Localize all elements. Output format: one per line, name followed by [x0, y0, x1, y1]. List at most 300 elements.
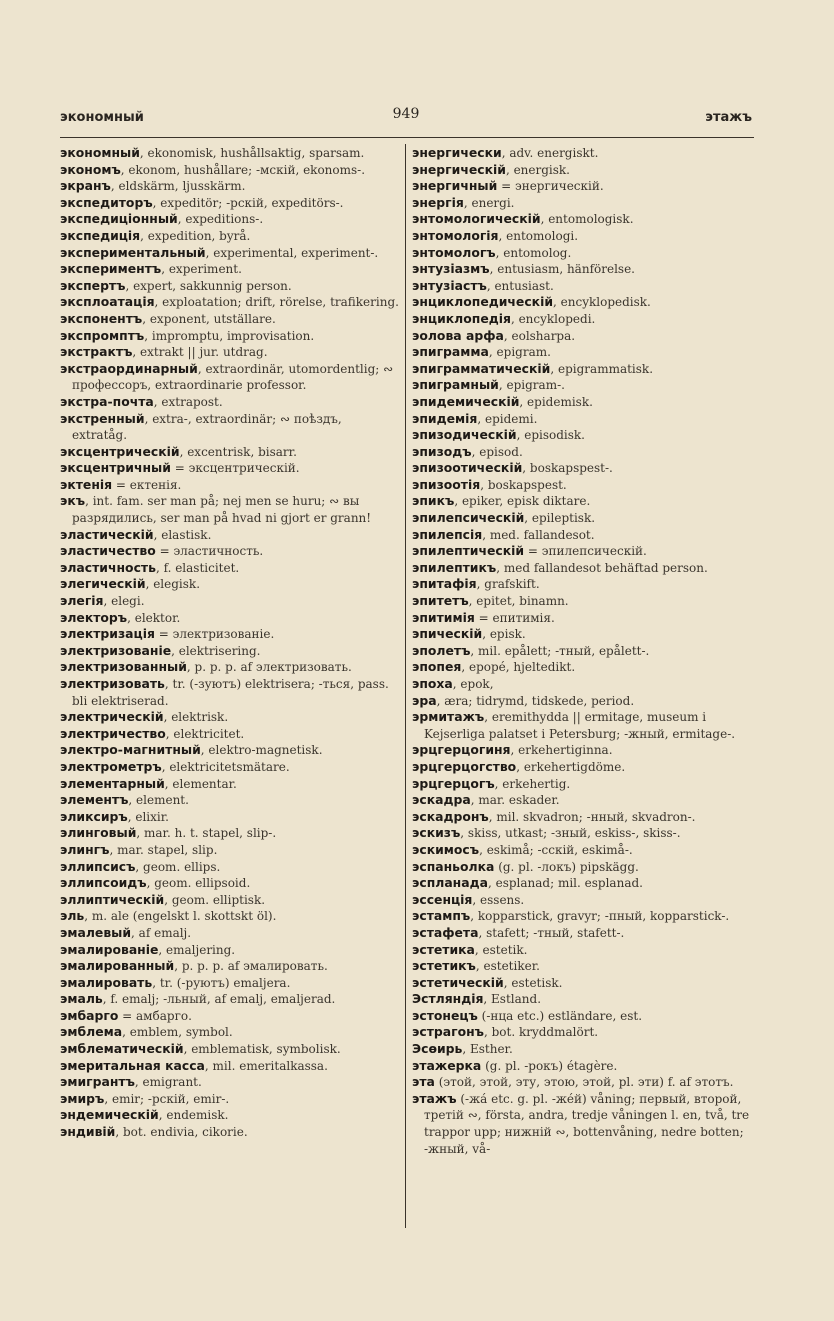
entry-headword: эллипсисъ	[60, 858, 136, 874]
entry-headword: энергія	[412, 194, 464, 210]
dictionary-entry	[60, 394, 400, 411]
entry-definition: , extrapost.	[153, 394, 223, 409]
entry-headword: эрцгерцогство	[412, 758, 517, 774]
entry-headword: электоръ	[60, 609, 128, 625]
entry-headword: энциклопедія	[412, 310, 511, 326]
entry-headword: экспонентъ	[60, 310, 143, 326]
entry-headword: эра	[412, 692, 437, 708]
entry-definition: , p. p. p. af электризовать.	[186, 660, 352, 675]
entry-definition: , element.	[128, 793, 189, 808]
entry-definition: , elektor.	[127, 610, 181, 625]
entry-headword: эпитетъ	[412, 593, 469, 609]
dictionary-entry	[412, 659, 752, 676]
entry-headword: эластичество	[60, 543, 156, 559]
left-column	[60, 145, 400, 1141]
dictionary-entry	[60, 328, 400, 345]
entry-headword: электризовать	[60, 676, 165, 691]
dictionary-entry	[412, 859, 752, 876]
entry-definition: , mil. skvadron; -нный, skvadron-.	[488, 809, 696, 824]
entry-headword: эпоха	[412, 676, 453, 691]
entry-definition: , elektricitet.	[165, 726, 245, 741]
entry-headword: эпизоотическій	[412, 460, 523, 476]
entry-headword: эрцгерцогиня	[412, 742, 511, 758]
dictionary-entry	[60, 361, 400, 394]
dictionary-entry	[60, 593, 400, 610]
entry-definition: , essens.	[472, 892, 525, 907]
entry-definition: , extra-, extraordinär; ∾ поѣздъ, extratåg.	[72, 411, 342, 443]
entry-headword: энергически	[412, 145, 502, 160]
entry-definition: , æra; tidrymd, tidskede, period.	[436, 693, 635, 708]
dictionary-entry	[412, 842, 752, 859]
entry-headword: эпопея	[412, 659, 462, 675]
entry-headword: элинговый	[60, 825, 137, 841]
dictionary-entry	[60, 759, 400, 776]
entry-definition: , boskapspest-.	[522, 461, 613, 476]
entry-definition: , epileptisk.	[524, 511, 596, 526]
entry-headword: эпиграмматическій	[412, 360, 551, 376]
entry-definition: , epopé, hjeltedikt.	[461, 660, 576, 675]
entry-definition: (-нца etc.) estländare, est.	[477, 1008, 643, 1023]
dictionary-entry	[412, 1008, 752, 1025]
entry-definition: , emir; -рскій, emir-.	[104, 1091, 230, 1106]
dictionary-entry	[60, 294, 400, 311]
dictionary-entry	[60, 643, 400, 660]
entry-headword: эолова арфа	[412, 327, 504, 343]
entry-definition: , expeditör; -рскій, expeditörs-.	[152, 195, 344, 210]
dictionary-entry	[412, 211, 752, 228]
entry-headword: элементъ	[60, 792, 129, 808]
dictionary-entry	[412, 776, 752, 793]
entry-headword: экстраординарный	[60, 360, 198, 376]
dictionary-entry	[412, 626, 752, 643]
entry-definition: , elementar.	[164, 776, 237, 791]
entry-definition: = энергическій.	[497, 179, 604, 194]
entry-definition: , adv. energiskt.	[501, 146, 599, 160]
entry-definition: , emaljering.	[158, 942, 236, 957]
entry-headword: энтомологъ	[412, 244, 496, 260]
entry-definition: , epigram.	[488, 345, 551, 360]
entry-definition: , elastisk.	[153, 527, 212, 542]
entry-definition: , emblematisk, symbolisk.	[183, 1042, 341, 1057]
entry-headword: экстрактъ	[60, 344, 133, 360]
dictionary-entry	[60, 278, 400, 295]
entry-definition: = епитимія.	[474, 610, 555, 625]
dictionary-entry	[412, 892, 752, 909]
entry-definition: , boskapspest.	[480, 477, 567, 492]
dictionary-entry	[60, 162, 400, 179]
dictionary-entry	[412, 908, 752, 925]
dictionary-entry	[60, 1041, 400, 1058]
entry-definition: , extraordinär, utomordentlig; ∾ профессоръ, extraordinarie professor.	[72, 361, 394, 393]
entry-headword: экспертъ	[60, 277, 126, 293]
dictionary-entry	[412, 958, 752, 975]
dictionary-entry	[60, 477, 400, 494]
entry-headword: эссенція	[412, 891, 473, 907]
entry-headword: экспедиторъ	[60, 194, 153, 210]
entry-definition: = амбарго.	[118, 1008, 192, 1023]
entry-headword: энтомологія	[412, 227, 499, 243]
entry-definition: , expedition, byrå.	[140, 228, 251, 243]
entry-definition: , erkehertig.	[494, 776, 571, 791]
entry-headword: эксцентрическій	[60, 443, 180, 459]
entry-headword: этажъ	[412, 1090, 457, 1106]
dictionary-entry	[60, 975, 400, 992]
entry-headword: этажерка	[412, 1057, 482, 1073]
entry-definition: , med. fallandesot.	[482, 527, 595, 542]
entry-headword: экстренный	[60, 410, 145, 426]
entry-headword: эпидемія	[412, 410, 478, 426]
dictionary-entry	[412, 444, 752, 461]
entry-headword: эстонецъ	[412, 1007, 478, 1023]
entry-definition: , tr. (-зуютъ) elektrisera; -ться, pass. bli elektriserad.	[72, 677, 389, 708]
entry-definition: , entusiast.	[486, 278, 554, 293]
dictionary-entry	[412, 228, 752, 245]
entry-headword: электризація	[60, 626, 155, 642]
dictionary-entry	[60, 228, 400, 245]
dictionary-entry	[60, 344, 400, 361]
dictionary-entry	[60, 1008, 400, 1025]
dictionary-entry	[412, 942, 752, 959]
entry-definition: , eskimå; -сскій, eskimå-.	[479, 842, 633, 857]
entry-headword: эмаль	[60, 991, 103, 1007]
entry-headword: электрометръ	[60, 758, 162, 774]
dictionary-entry	[60, 610, 400, 627]
entry-headword: Эстляндія	[412, 991, 484, 1007]
dictionary-entry	[60, 709, 400, 726]
dictionary-entry	[412, 676, 752, 693]
entry-definition: , erkehertigdöme.	[516, 759, 626, 774]
entry-definition: , ekonomisk, hushållsaktig, sparsam.	[139, 146, 365, 160]
dictionary-entry	[60, 411, 400, 444]
dictionary-entry	[412, 493, 752, 510]
entry-definition: , eldskärm, ljusskärm.	[110, 179, 246, 194]
entry-definition: , mar. stapel, slip.	[109, 842, 218, 857]
dictionary-entry	[412, 543, 752, 560]
entry-definition: (g. pl. -рокъ) étagère.	[481, 1058, 618, 1073]
entry-headword: эмалированіе	[60, 941, 159, 957]
dictionary-entry	[60, 626, 400, 643]
entry-definition: , entomologi.	[498, 228, 579, 243]
entry-definition: , geom. ellipsoid.	[146, 876, 251, 891]
dictionary-entry	[412, 344, 752, 361]
entry-definition: = эластичность.	[155, 544, 264, 559]
column-divider	[405, 144, 406, 1228]
entry-definition: , med fallandesot behäftad person.	[496, 560, 708, 575]
dictionary-entry	[60, 908, 400, 925]
entry-definition: = ектенія.	[112, 477, 182, 492]
entry-definition: , epitet, binamn.	[468, 594, 569, 609]
entry-definition: , entomologisk.	[540, 212, 634, 227]
entry-definition: = электризованіе.	[154, 627, 275, 642]
entry-definition: , tr. (-руютъ) emaljera.	[152, 975, 291, 990]
dictionary-entry	[412, 328, 752, 345]
dictionary-entry	[412, 510, 752, 527]
entry-headword: эспаньолка	[412, 858, 495, 874]
dictionary-entry	[60, 493, 400, 526]
entry-definition: , epidemi.	[477, 411, 538, 426]
entry-definition: , encyklopedi.	[510, 311, 596, 326]
entry-headword: эстампъ	[412, 908, 471, 924]
entry-definition: , entomolog.	[495, 245, 572, 260]
dictionary-entry	[412, 411, 752, 428]
dictionary-entry	[60, 195, 400, 212]
dictionary-entry	[412, 195, 752, 212]
entry-definition: , skiss, utkast; -зный, eskiss-, skiss-.	[460, 826, 681, 841]
entry-headword: энтузіазмъ	[412, 261, 490, 277]
entry-definition: , excentrisk, bisarr.	[179, 444, 297, 459]
entry-headword: эксцентричный	[60, 460, 171, 476]
dictionary-entry	[412, 792, 752, 809]
dictionary-entry	[412, 925, 752, 942]
dictionary-entry	[60, 444, 400, 461]
entry-headword: эмалированный	[60, 958, 175, 974]
entry-headword: эполетъ	[412, 642, 471, 658]
entry-headword: эстетическій	[412, 974, 504, 990]
entry-headword: эмблематическій	[60, 1041, 184, 1057]
dictionary-entry	[412, 477, 752, 494]
dictionary-entry	[412, 1058, 752, 1075]
entry-headword: энциклопедическій	[412, 294, 554, 310]
dictionary-entry	[60, 178, 400, 195]
dictionary-entry	[60, 842, 400, 859]
right-column	[412, 145, 752, 1157]
dictionary-entry	[412, 527, 752, 544]
dictionary-entry	[412, 576, 752, 593]
dictionary-entry	[60, 991, 400, 1008]
entry-definition: , elektrisk.	[163, 710, 229, 725]
dictionary-entry	[60, 1074, 400, 1091]
entry-headword: эскадронъ	[412, 808, 489, 824]
entry-headword: эктенія	[60, 476, 113, 492]
entry-definition: , int. fam. ser man på; nej men se huru; ∾ вы разрядились, ser man på hvad ni gjort er grann!	[72, 494, 372, 526]
entry-headword: эпизодическій	[412, 427, 517, 443]
entry-headword: эстрагонъ	[412, 1024, 484, 1040]
page-number: 949	[392, 106, 420, 122]
dictionary-entry	[60, 792, 400, 809]
entry-definition: , Esther.	[462, 1042, 513, 1057]
entry-definition: , kopparstick, gravyr; -пный, kopparstick-.	[470, 909, 730, 924]
page-header	[60, 104, 752, 130]
dictionary-entry	[60, 942, 400, 959]
entry-headword: эрмитажъ	[412, 709, 485, 725]
entry-headword: экономъ	[60, 161, 121, 177]
entry-headword: эксплоатація	[60, 294, 155, 310]
entry-definition: , p. p. p. af эмалировать.	[174, 959, 328, 974]
entry-definition: , elegisk.	[145, 577, 201, 592]
dictionary-entry	[412, 394, 752, 411]
entry-definition: , epok,	[452, 677, 494, 691]
entry-headword: эндивій	[60, 1124, 116, 1140]
entry-headword: эмбарго	[60, 1007, 119, 1023]
dictionary-entry	[412, 245, 752, 262]
entry-headword: элегія	[60, 593, 104, 609]
entry-definition: , erkehertiginna.	[510, 743, 613, 758]
entry-definition: , elektricitetsmätare.	[161, 759, 290, 774]
dictionary-entry	[60, 1124, 400, 1141]
entry-headword: экспромптъ	[60, 327, 145, 343]
entry-headword: эпикъ	[412, 493, 455, 509]
entry-definition: , estetik.	[474, 942, 528, 957]
entry-definition: , mar. h. t. stapel, slip-.	[136, 826, 277, 841]
entry-headword: эндемическій	[60, 1107, 159, 1123]
dictionary-entry	[412, 1041, 752, 1058]
dictionary-entry	[412, 427, 752, 444]
entry-definition: , expeditions-.	[177, 212, 264, 227]
dictionary-entry	[412, 311, 752, 328]
entry-definition: , epigram-.	[498, 378, 565, 393]
header-right-guideword: этажъ	[705, 110, 752, 125]
dictionary-entry	[412, 825, 752, 842]
entry-headword: энтомологическій	[412, 211, 541, 227]
entry-headword: экспериментальный	[60, 244, 206, 260]
entry-definition: (этой, этой, эту, этою, этой, pl. эти) f. af этотъ.	[434, 1075, 734, 1090]
dictionary-entry	[412, 643, 752, 660]
entry-headword: энтузіастъ	[412, 277, 487, 293]
dictionary-entry	[412, 145, 752, 162]
dictionary-entry	[60, 742, 400, 759]
entry-definition: , epiker, episk diktare.	[454, 494, 591, 509]
dictionary-entry	[412, 709, 752, 742]
entry-headword: эластичность	[60, 559, 156, 575]
entry-headword: эпилепсія	[412, 526, 483, 542]
dictionary-entry	[412, 377, 752, 394]
entry-definition: , ekonom, hushållare; -мскій, ekonoms-.	[120, 162, 366, 177]
entry-definition: , f. emalj; -льный, af emalj, emaljerad.	[102, 992, 336, 1007]
entry-headword: эпилептическій	[412, 543, 525, 559]
entry-definition: , impromptu, improvisation.	[144, 328, 315, 343]
entry-definition: , bot. endivia, cikorie.	[115, 1125, 248, 1140]
entry-headword: экспедиція	[60, 227, 141, 243]
entry-definition: , expert, sakkunnig person.	[125, 278, 292, 293]
entry-headword: эрцгерцогъ	[412, 775, 495, 791]
entry-definition: , emblem, symbol.	[122, 1025, 233, 1040]
entry-definition: , experimental, experiment-.	[205, 245, 379, 260]
entry-headword: эль	[60, 908, 85, 924]
entry-headword: эллиптическій	[60, 891, 165, 907]
dictionary-entry	[412, 178, 752, 195]
entry-definition: , elixir.	[127, 809, 169, 824]
dictionary-entry	[412, 1091, 752, 1157]
entry-headword: эспланада	[412, 875, 488, 891]
dictionary-entry	[60, 311, 400, 328]
entry-headword: эта	[412, 1074, 435, 1090]
dictionary-entry	[60, 1091, 400, 1108]
entry-definition: , endemisk.	[158, 1108, 229, 1123]
entry-definition: , extrakt || jur. utdrag.	[132, 345, 268, 360]
entry-definition: , eremithydda || ermitage, museum i Kejserliga palatset i Petersburg; -жный, ermitage-.	[424, 710, 736, 741]
entry-headword: Эсѳирь	[412, 1041, 463, 1057]
entry-headword: экранъ	[60, 178, 111, 194]
dictionary-entry	[60, 211, 400, 228]
dictionary-entry	[412, 460, 752, 477]
entry-headword: эпитафія	[412, 576, 477, 592]
entry-headword: элингъ	[60, 841, 110, 857]
entry-definition: , episodisk.	[516, 428, 585, 443]
entry-definition: = эксцентрическій.	[170, 461, 300, 476]
dictionary-entry	[60, 245, 400, 262]
entry-headword: элегическій	[60, 576, 146, 592]
dictionary-entry	[412, 759, 752, 776]
entry-headword: эмигрантъ	[60, 1074, 135, 1090]
entry-definition: , energi.	[463, 195, 515, 210]
dictionary-entry	[60, 576, 400, 593]
entry-headword: экстра-почта	[60, 393, 154, 409]
entry-headword: электризованный	[60, 659, 187, 675]
header-rule	[60, 137, 754, 138]
dictionary-entry	[60, 1024, 400, 1041]
entry-headword: эстетикъ	[412, 958, 476, 974]
entry-definition: , elektrisering.	[171, 643, 261, 658]
entry-definition: , eolsharpa.	[503, 328, 576, 343]
entry-headword: эстафета	[412, 924, 479, 940]
entry-headword: эпиграмма	[412, 344, 489, 360]
dictionary-entry	[60, 676, 400, 709]
entry-headword: эпическій	[412, 626, 483, 642]
entry-definition: , elegi.	[103, 594, 145, 609]
dictionary-entry	[412, 1024, 752, 1041]
entry-definition: , geom. ellips.	[135, 859, 221, 874]
entry-headword: экъ	[60, 493, 86, 509]
entry-headword: эпиграмный	[412, 377, 499, 393]
entry-headword: эмиръ	[60, 1090, 105, 1106]
entry-headword: электричество	[60, 725, 166, 741]
dictionary-entry	[60, 543, 400, 560]
entry-definition: , mar. eskader.	[470, 793, 560, 808]
entry-definition: , entusiasm, hänförelse.	[489, 262, 635, 277]
dictionary-entry	[412, 294, 752, 311]
entry-definition: , m. ale (engelskt l. skottskt öl).	[84, 909, 277, 924]
entry-headword: электризованіе	[60, 642, 172, 658]
dictionary-entry	[412, 162, 752, 179]
entry-definition: , episod.	[471, 444, 523, 459]
dictionary-entry	[60, 261, 400, 278]
entry-definition: = эпилепсическій.	[524, 544, 647, 559]
entry-headword: эскадра	[412, 792, 471, 808]
entry-headword: эпидемическій	[412, 393, 520, 409]
entry-headword: экономный	[60, 145, 140, 160]
entry-headword: эмалировать	[60, 974, 153, 990]
entry-headword: эпилептикъ	[412, 559, 497, 575]
dictionary-entry	[60, 1107, 400, 1124]
dictionary-entry	[412, 875, 752, 892]
entry-headword: энергическій	[412, 161, 506, 177]
entry-headword: эпизодъ	[412, 443, 472, 459]
entry-definition: , estetisk.	[503, 975, 563, 990]
entry-headword: эластическій	[60, 526, 154, 542]
dictionary-entry	[412, 560, 752, 577]
dictionary-entry	[412, 278, 752, 295]
dictionary-entry	[60, 958, 400, 975]
entry-headword: элементарный	[60, 775, 165, 791]
entry-definition: , elektro-magnetisk.	[200, 743, 323, 758]
entry-definition: , exponent, utställare.	[142, 311, 276, 326]
entry-definition: , geom. elliptisk.	[164, 892, 266, 907]
dictionary-entry	[60, 659, 400, 676]
entry-definition: , esplanad; mil. esplanad.	[487, 876, 643, 891]
entry-definition: (-жá etc. g. pl. -жéй) våning; первый, второй, третій ∾, första, andra, tredje våningen l. en, två, tre trappor upp; нижній ∾, bottenvåning, nedre botten; -жный, vå-	[424, 1091, 750, 1156]
entry-definition: , encyklopedisk.	[553, 295, 651, 310]
dictionary-entry	[60, 527, 400, 544]
entry-definition: (g. pl. -локъ) pipskägg.	[494, 859, 639, 874]
entry-definition: , af emalj.	[131, 925, 192, 940]
entry-headword: эликсиръ	[60, 808, 128, 824]
entry-headword: эллипсоидъ	[60, 875, 147, 891]
dictionary-entry	[412, 361, 752, 378]
entry-definition: , grafskift.	[476, 577, 540, 592]
dictionary-entry	[60, 875, 400, 892]
entry-definition: , episk.	[482, 627, 526, 642]
dictionary-entry	[60, 726, 400, 743]
